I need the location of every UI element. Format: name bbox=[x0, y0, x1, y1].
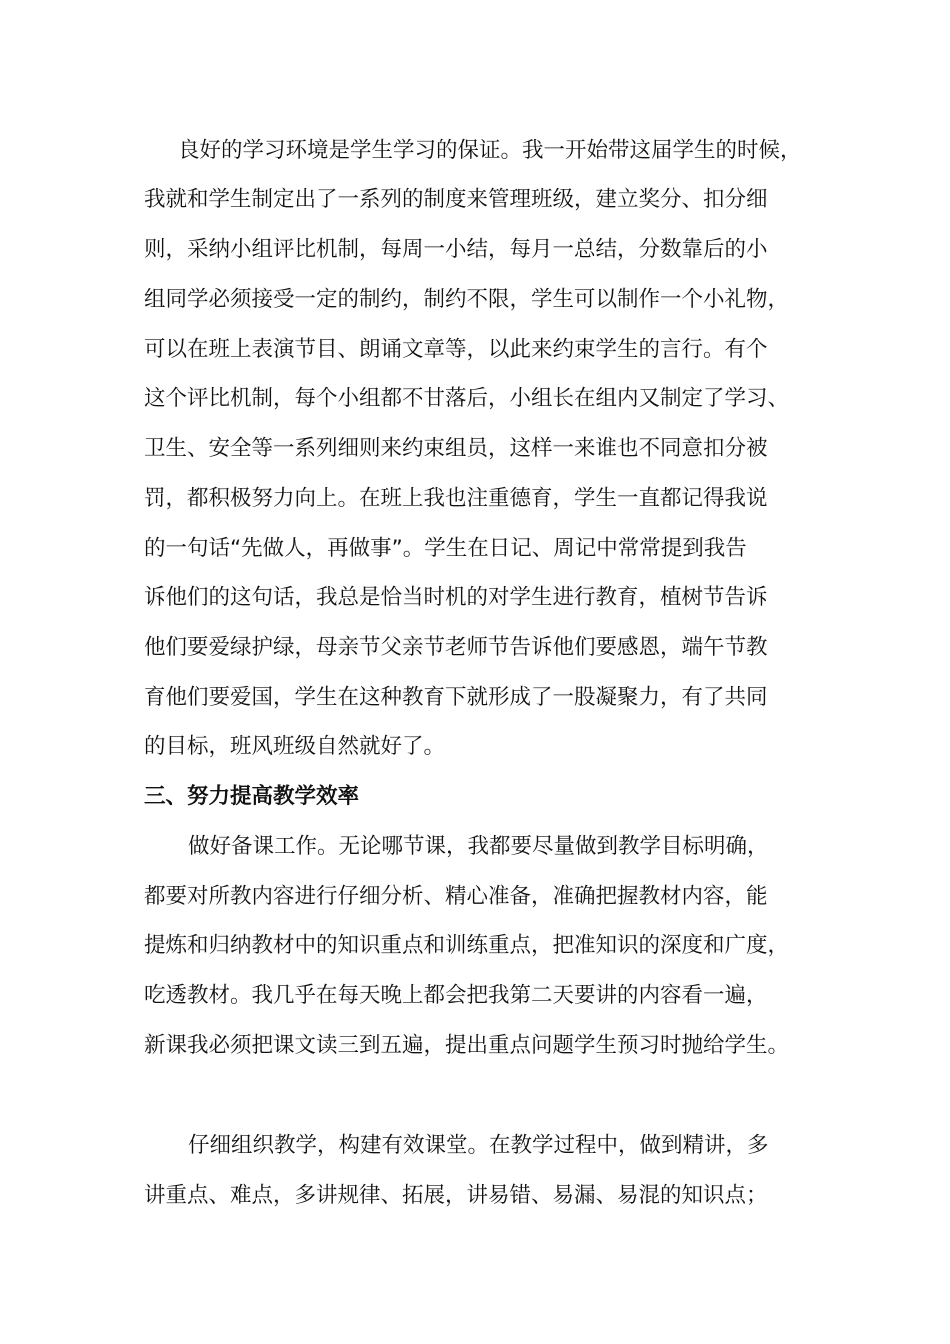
paragraph-line: 吃透教材。我几乎在每天晚上都会把我第二天要讲的内容看一遍， bbox=[144, 983, 768, 1008]
paragraph-line: 组同学必须接受一定的制约，制约不限，学生可以制作一个小礼物， bbox=[144, 287, 790, 312]
paragraph-line: 他们要爱绿护绿，母亲节父亲节老师节告诉他们要感恩，端午节教 bbox=[144, 635, 768, 660]
paragraph-line: 诉他们的这句话，我总是恰当时机的对学生进行教育，植树节告诉 bbox=[144, 585, 768, 610]
paragraph-line: 则，采纳小组评比机制，每周一小结，每月一总结，分数靠后的小 bbox=[144, 237, 768, 262]
paragraph-line: 新课我必须把课文读三到五遍，提出重点问题学生预习时抛给学生。 bbox=[144, 1033, 790, 1058]
section-heading: 三、努力提高教学效率 bbox=[144, 784, 360, 809]
paragraph-line: 仔细组织教学，构建有效课堂。在教学过程中，做到精讲，多 bbox=[188, 1133, 769, 1158]
paragraph-line: 卫生、安全等一系列细则来约束组员，这样一来谁也不同意扣分被 bbox=[144, 436, 768, 461]
paragraph-line: 讲重点、难点，多讲规律、拓展，讲易错、易漏、易混的知识点； bbox=[144, 1183, 768, 1208]
paragraph-line: 都要对所教内容进行仔细分析、精心准备，准确把握教材内容，能 bbox=[144, 884, 768, 909]
paragraph-line: 我就和学生制定出了一系列的制度来管理班级，建立奖分、扣分细 bbox=[144, 187, 768, 212]
paragraph-line: 罚，都积极努力向上。在班上我也注重德育，学生一直都记得我说 bbox=[144, 486, 768, 511]
paragraph-line: 良好的学习环境是学生学习的保证。我一开始带这届学生的时候， bbox=[178, 138, 802, 163]
paragraph-line: 的目标，班风班级自然就好了。 bbox=[144, 734, 446, 759]
paragraph-line: 育他们要爱国，学生在这种教育下就形成了一股凝聚力，有了共同 bbox=[144, 685, 768, 710]
paragraph-line: 提炼和归纳教材中的知识重点和训练重点，把准知识的深度和广度， bbox=[144, 933, 790, 958]
paragraph-line: 这个评比机制，每个小组都不甘落后，小组长在组内又制定了学习、 bbox=[144, 386, 790, 411]
paragraph-line: 做好备课工作。无论哪节课，我都要尽量做到教学目标明确， bbox=[188, 834, 769, 859]
paragraph-line: 可以在班上表演节目、朗诵文章等，以此来约束学生的言行。有个 bbox=[144, 337, 768, 362]
paragraph-line: 的一句话“先做人，再做事”。学生在日记、周记中常常提到我告 bbox=[144, 536, 747, 561]
